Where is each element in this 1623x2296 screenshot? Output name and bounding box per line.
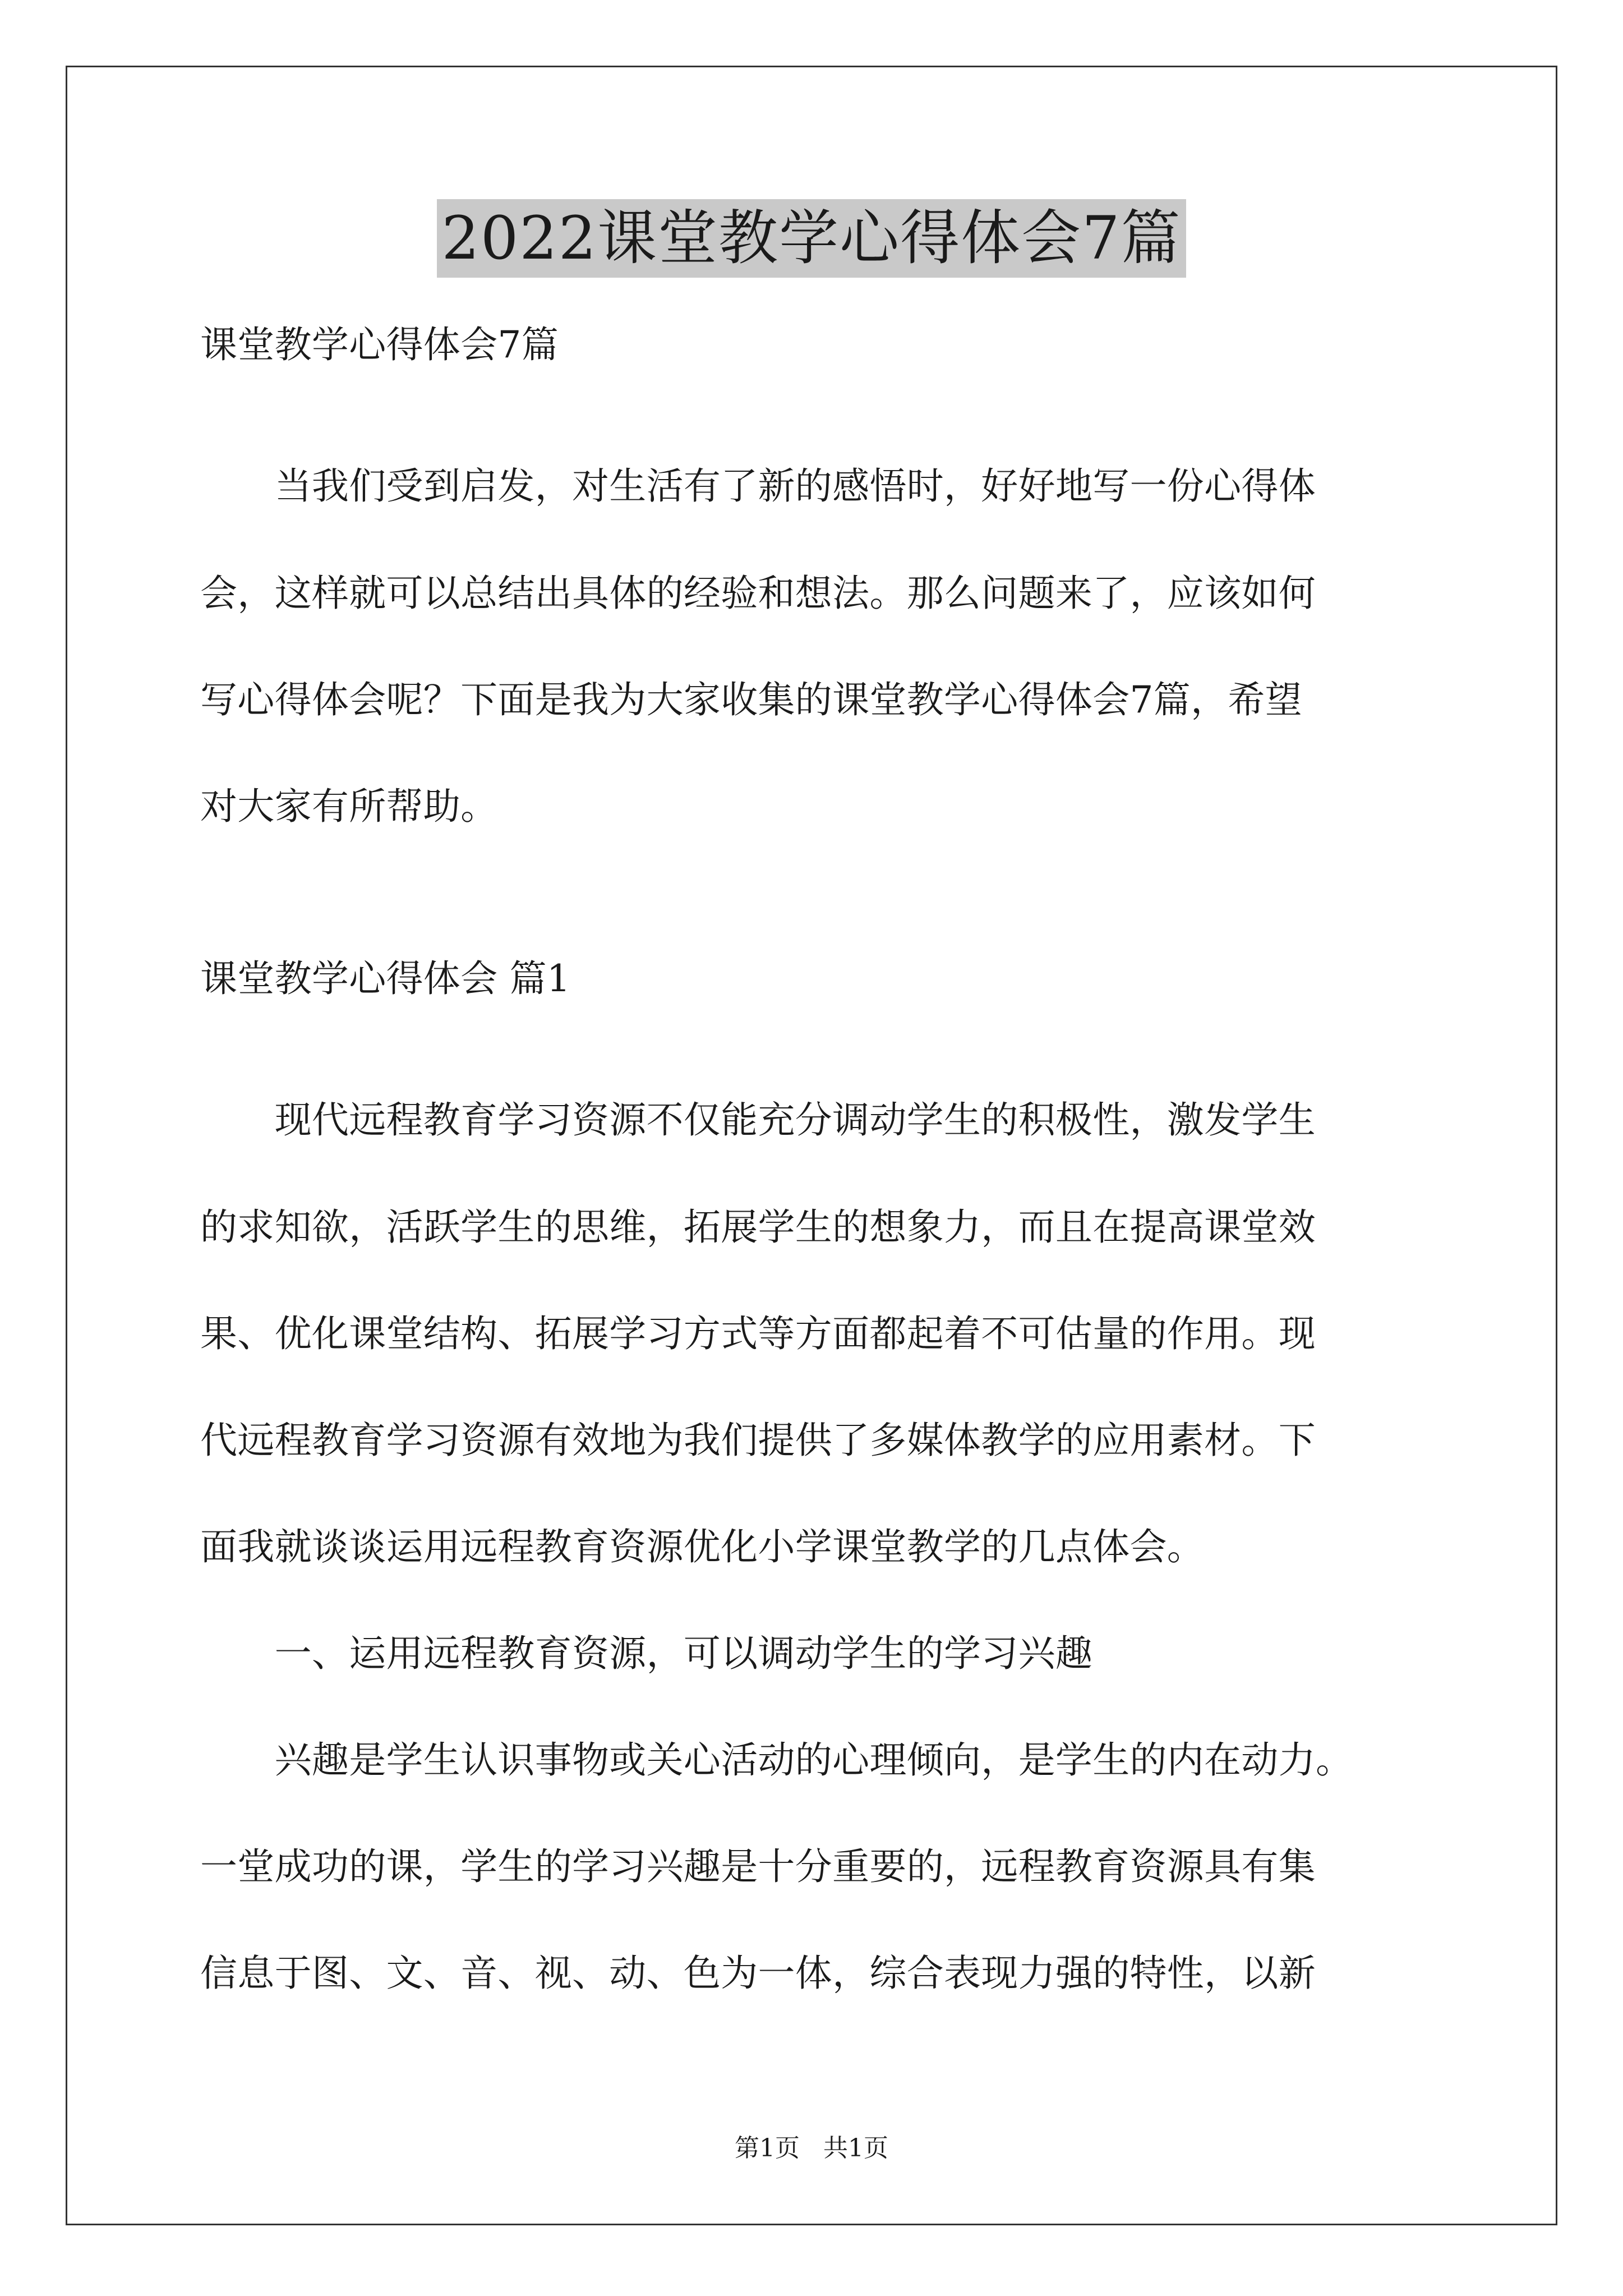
page-total: 共1页 bbox=[823, 2134, 888, 2162]
body-line: 代远程教育学习资源有效地为我们提供了多媒体教学的应用素材。下 bbox=[200, 1419, 1316, 1462]
document-title: 2022课堂教学心得体会7篇 bbox=[437, 199, 1186, 278]
body-line: 对大家有所帮助。 bbox=[200, 785, 498, 828]
body-line: 兴趣是学生认识事物或关心活动的心理倾向，是学生的内在动力。 bbox=[200, 1738, 1353, 1782]
subtitle-line: 课堂教学心得体会7篇 bbox=[200, 323, 559, 366]
body-line: 一堂成功的课，学生的学习兴趣是十分重要的，远程教育资源具有集 bbox=[200, 1845, 1316, 1888]
body-line: 果、优化课堂结构、拓展学习方式等方面都起着不可估量的作用。现 bbox=[200, 1312, 1316, 1355]
body-line: 的求知欲，活跃学生的思维，拓展学生的想象力，而且在提高课堂效 bbox=[200, 1205, 1316, 1249]
page-footer bbox=[0, 2132, 1623, 2165]
body-line: 当我们受到启发，对生活有了新的感悟时，好好地写一份心得体 bbox=[200, 464, 1316, 508]
body-line: 会，这样就可以总结出具体的经验和想法。那么问题来了，应该如何 bbox=[200, 572, 1316, 615]
title-container bbox=[0, 199, 1623, 278]
page-border bbox=[66, 66, 1557, 2225]
body-line: 面我就谈谈运用远程教育资源优化小学课堂教学的几点体会。 bbox=[200, 1525, 1205, 1568]
page-number: 第1页 bbox=[735, 2134, 800, 2162]
body-line: 信息于图、文、音、视、动、色为一体，综合表现力强的特性，以新 bbox=[200, 1952, 1316, 1995]
section-heading: 课堂教学心得体会 篇1 bbox=[200, 957, 571, 1000]
body-line: 写心得体会呢？下面是我为大家收集的课堂教学心得体会7篇，希望 bbox=[200, 678, 1302, 721]
body-line: 现代远程教育学习资源不仅能充分调动学生的积极性，激发学生 bbox=[200, 1098, 1316, 1142]
subsection-heading: 一、运用远程教育资源，可以调动学生的学习兴趣 bbox=[200, 1632, 1093, 1675]
